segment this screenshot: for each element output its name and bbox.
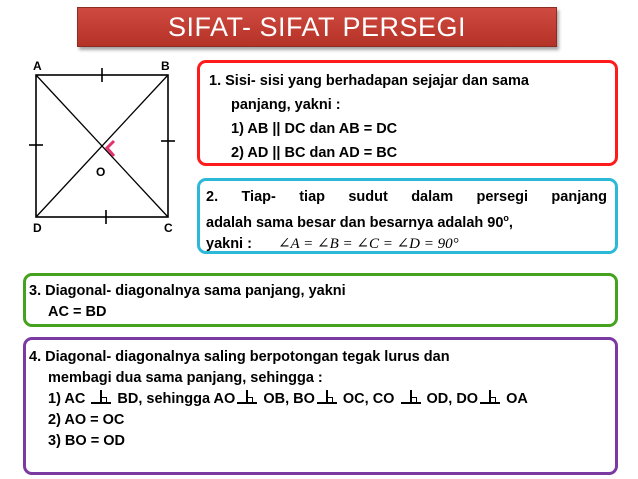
box2-line2: [206, 208, 607, 234]
property-box-4: [23, 337, 618, 475]
box4-line3-part6: OA: [506, 391, 528, 407]
box2-yakni: yakni :: [206, 235, 252, 252]
page-title: SIFAT- SIFAT PERSEGI: [167, 11, 467, 42]
angle-formula: ∠A = ∠B = ∠C = ∠D = 90°: [277, 235, 459, 252]
vertex-a-label: A: [33, 59, 42, 73]
perpendicular-icon: [478, 390, 502, 404]
box1-line4: 2) AD || BC dan AD = BC: [231, 145, 398, 161]
box4-line4: 2) AO = OC: [48, 412, 125, 428]
box3-line1: 3. Diagonal- diagonalnya sama panjang, yakni: [29, 283, 346, 299]
perpendicular-icon: [399, 390, 423, 404]
box4-line3-part5: OD, DO: [426, 391, 479, 407]
box4-line3-part1: 1) AC: [48, 391, 86, 407]
box4-line1: 4. Diagonal- diagonalnya saling berpotongan tegak lurus dan: [29, 349, 450, 365]
box4-line3-part3: OB, BO: [263, 391, 315, 407]
right-angle-marker: [107, 141, 114, 156]
box4-line3: [29, 389, 609, 410]
vertex-d-label: D: [33, 221, 42, 235]
box2-line2-text: adalah sama besar dan besarnya adalah 90: [206, 214, 504, 231]
title-banner: [77, 7, 557, 47]
box3-line2: AC = BD: [48, 304, 107, 320]
box4-line5: 3) BO = OD: [48, 433, 125, 449]
perpendicular-icon: [315, 390, 339, 404]
property-box-1: [197, 60, 618, 166]
box2-line1: 2. Tiap- tiap sudut dalam persegi panjang: [206, 189, 607, 205]
box2-line3: [206, 234, 607, 255]
vertex-c-label: C: [164, 221, 173, 235]
box1-line3: 1) AB || DC dan AB = DC: [231, 121, 398, 137]
center-o-label: O: [96, 165, 106, 179]
vertex-b-label: B: [161, 59, 170, 73]
box2-line2-end: ,: [508, 214, 513, 231]
box1-line2: panjang, yakni :: [231, 97, 341, 113]
perpendicular-icon: [89, 390, 113, 404]
square-diagram: [0, 52, 200, 242]
box4-line3-part2: BD, sehingga AO: [117, 391, 236, 407]
box4-line3-part4: OC, CO: [342, 391, 395, 407]
box4-line2: membagi dua sama panjang, sehingga :: [48, 370, 323, 386]
perpendicular-icon: [235, 390, 259, 404]
degree-sup: o: [503, 213, 509, 223]
property-box-3: [23, 273, 618, 327]
property-box-2: [197, 178, 618, 254]
box1-line1: 1. Sisi- sisi yang berhadapan sejajar dan sama: [209, 73, 529, 89]
